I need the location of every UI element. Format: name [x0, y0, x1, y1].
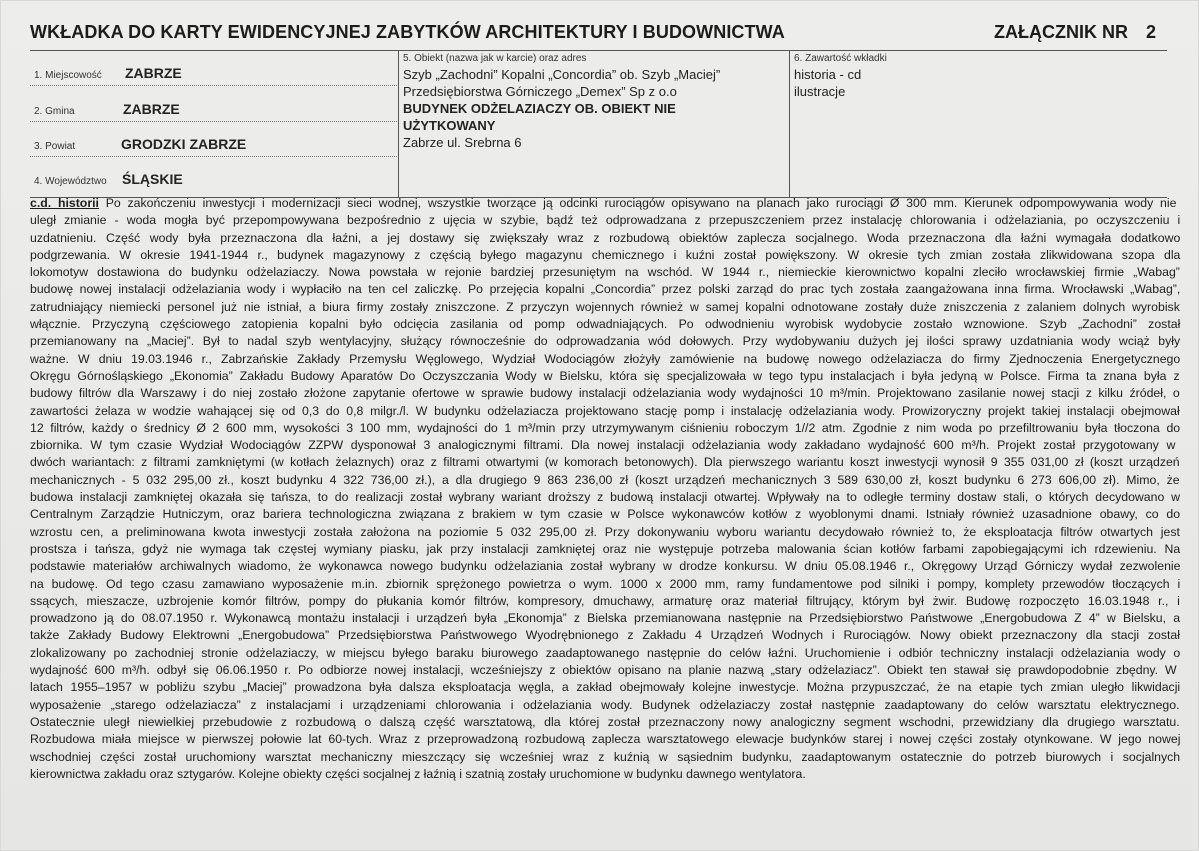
history-line [30, 420, 1180, 437]
annex-number: 2 [1145, 22, 1156, 42]
history-line-text: zbiornika. W tym czasie Wydział Wodociągów ZZPW dysponował 3 analogicznymi filtrami. Dla nowej instalacji odżelaziania wody zakładano wydajność 600 m³/h. Projekt został przygotowany w [30, 438, 1176, 453]
history-line-text: budowy filtrów dla Warszawy i do niej zostało złożone zapytanie ofertowe w sprawie budowy instalacji odżelaziania wody wydajności 10 m³/min. Projektowano zasilanie nowej stacji z kilku źródeł, o [30, 386, 1180, 401]
location-fields [30, 51, 397, 197]
history-line-text: dwóch wariantach: z filtrami zamkniętymi (w kotłach żelaznych) oraz z filtrami otwartymi (w komorach betonowych). Dla pierwszego wariantu koszt inwestycji wynosił 9 355 031,00 zł (koszt urządzeń [30, 455, 1180, 470]
history-line [30, 714, 1180, 731]
history-line [30, 576, 1180, 593]
history-line [30, 506, 1180, 523]
object-field [398, 51, 790, 197]
history-line-text: zlokalizowany po zachodniej stronie odżelaziaczy, w miejscu byłego baraku biurowego zaadaptowanego następnie do celów łaźni. Uruchomienie i odbiór techniczny instalacji odżelaziania wody o [30, 645, 1181, 660]
history-line [30, 333, 1180, 350]
contents-list [794, 66, 861, 100]
history-line [30, 195, 1180, 212]
history-line-text: włącznie. Przyczyną częściowego zatopienia kopalni było odcięcia zasilania od pomp odwadniających. Po odwodnieniu wyrobisk wydobycie zostało wznowione. Szyb „Zachodni” został [30, 317, 1181, 332]
metadata-grid [30, 50, 1167, 198]
history-line [30, 679, 1180, 696]
commune-label: 2. Gmina [34, 106, 75, 117]
history-line [30, 281, 1180, 298]
history-line [30, 454, 1180, 471]
document-title: WKŁADKA DO KARTY EWIDENCYJNEJ ZABYTKÓW ARCHITEKTURY I BUDOWNICTWA [30, 22, 785, 42]
object-line: UŻYTKOWANY [403, 118, 496, 133]
history-line-text: latach 1955–1957 w pobliżu szybu „Maciej” prowadzona była dalsza eksploatacja węgla, a zakład obejmowały kolejne inwestycje. Można przypuszczać, że na etapie tych zmian uległo likwidacji [30, 680, 1181, 695]
commune-value: ZABRZE [123, 101, 180, 117]
history-line [30, 351, 1180, 368]
history-line [30, 472, 1180, 489]
history-line-text: kierownictwa zakładu oraz sztygarów. Kolejne obiekty części socjalnej z łaźnią i szatnią zostały uruchomione w budynku dawnego wentylatora. [30, 766, 806, 781]
history-line-text: także Zakłady Budowy Elektrowni „Energobudowa” Przedsiębiorstwa Państwowego Wyodrębnionego z Zakładu 4 Urządzeń Wodnych i Rurociągów. Nowy obiekt przeznaczony dla stacji został [30, 628, 1181, 643]
history-line-text: wzrostu cen, a preliminowana kwota inwestycji została założona na poziomie 5 032 295,00 zł. Przy dokonywaniu wyboru wariantu decydowało również to, że eksploatacja filtrów otwartych jest [30, 524, 1180, 539]
history-line [30, 697, 1180, 714]
contents-item: ilustracje [794, 84, 846, 99]
history-line-text: Okręgu Górnośląskiego „Ekonomia” Zakładu Budowy Aparatów Do Oczyszczania Wody w Bielsku, która się specjalizowała w tego typu instalacjach i była jedyną w Polsce. Firma ta znana była z [30, 368, 1180, 383]
history-line [30, 264, 1180, 281]
history-line-text: Po zakończeniu inwestycji i modernizacji sieci wodnej, wszystkie tworzące ją odcinki rurociągów opisywano na planach jako rurociągi Ø 300 mm. Kierunek odpompowywania wody nie [98, 196, 1177, 210]
district-row [30, 122, 397, 157]
history-line-text: Rozbudowa miała miejsce w pierwszej połowie lat 60-tych. Wraz z przeprowadzoną rozbudową zaplecza warsztatowego elewacje budynków starej i nowej części zostały otynkowane. W jego nowej [30, 732, 1181, 747]
history-line [30, 610, 1180, 627]
locality-label: 1. Miejscowość [34, 70, 102, 81]
history-line-text: 12 filtrów, każdy o średnicy Ø 2 600 mm, wysokości 3 100 mm, wydajności do 1 m³/min przy utrzymywanym ciśnieniu roboczym 1//2 atm. Zgodnie z nim woda po przefiltrowaniu była tłoczona do [30, 420, 1181, 435]
object-line: Szyb „Zachodni” Kopalni „Concordia” ob. Szyb „Maciej” [403, 67, 721, 82]
history-line [30, 247, 1180, 264]
locality-row [30, 51, 397, 86]
history-line-text: podstawie materiałów archiwalnych wiadomo, że wykonawca nowego budynku odżelaziania został wybrany w drodze konkursu. W dniu 05.08.1946 r., Okręgowy Urząd Górniczy wydał zezwolenie [30, 559, 1181, 574]
district-label: 3. Powiat [34, 141, 76, 152]
contents-label: 6. Zawartość wkładki [794, 53, 887, 64]
object-label: 5. Obiekt (nazwa jak w karcie) oraz adres [403, 53, 587, 64]
history-line-text: ssących, mieszacze, uzbrojenie komór filtrów, pompy do płukania komór filtrów, kompresory, dmuchawy, armaturę oraz materiał filtrujący, którym był żwir. Budowę rozpoczęto 16.03.1948 r., i [30, 593, 1180, 608]
history-lead: c.d. historii [30, 196, 99, 210]
history-line-text: ważne. W dniu 19.03.1946 r., Zabrzańskie Zakłady Przemysłu Węglowego, Wydział Wodociągów złożyły zamówienie na budowę nowego odżelaziacza do firmy Zjednoczenia Energetycznego [30, 351, 1181, 366]
history-line [30, 645, 1180, 662]
history-line-text: lokomotyw dostawiona do budynku odżelaziaczy. Nowa powstała w rejonie bardziej przesuniętym na wschód. W 1944 r., niemieckie kierownictwo kopalni zleciło wrocławskiej firmie „Wabag” [30, 265, 1180, 280]
history-line-text: uległ zmianie - woda mogła być przepompowywana bezpośrednio z ujęcia w szybie, bądź też odprowadzana z przepuszczeniem przez instalację chlorowania i odżelaziania, po oczyszczeniu i [30, 213, 1181, 228]
voivodeship-value: ŚLĄSKIE [122, 171, 183, 187]
history-line-text: uzdatnieniu. Część wody była przeznaczona dla łaźni, a jej dostawy się zwiększały wraz z rozbudową obiektów zaplecza socjalnego. Woda przeznaczona dla łaźni wymagała dodatkowo [30, 230, 1181, 245]
history-line [30, 593, 1180, 610]
history-line [30, 437, 1180, 454]
history-line [30, 403, 1180, 420]
history-line [30, 662, 1180, 679]
history-line-text: zawartości żelaza w wodzie wahającej się od 0,3 do 0,8 milgr./l. W budynku odżelaziacza projektowano stację pomp i instalację odżelaziania wody. Prowizoryczny projekt takiej instalacji obejmował [30, 403, 1180, 418]
history-line [30, 558, 1180, 575]
history-line-text: wschodniej części został uruchomiony warsztat mechaniczny mieszczący się wcześniej wraz z kuźnią w sąsiednim budynku, zaadaptowanym ostatecznie do potrzeb biurowych i socjalnych [30, 749, 1181, 764]
history-line-text: wydajność 600 m³/h. odbył się 06.06.1950 r. Po odbiorze nowej instalacji, wcześniejszy z obiektów opisano na planie nazwą „stary odżelaziacz”. Obiekt ten stawał się prawdopodobnie zbędny. W [30, 663, 1177, 678]
voivodeship-label: 4. Województwo [34, 176, 107, 187]
contents-field [790, 51, 1167, 197]
history-line-text: budowa instalacji zamkniętej okazała się tańsza, to do realizacji został wybrany wariant droższy z budową instalacji otwartej. Wpływały na to odległe terminy dostaw stali, o których decydowano w [30, 490, 1181, 505]
history-line [30, 731, 1180, 748]
history-line [30, 368, 1180, 385]
history-line-text: zatrudniający niemiecki personel już nie istniał, a biura firmy zostały zniszczone. Z przyczyn wojennych również w samej kopalni odnotowane zostały duże zniszczenia z zalaniem dolnych wyrobisk [30, 299, 1180, 314]
history-text [30, 195, 1180, 783]
history-line [30, 766, 1180, 783]
history-line [30, 524, 1180, 541]
history-line-text: Centralnym Zarządzie Hutniczym, oraz bariera technologiczna związana z brakiem w tym czasie w Polsce wykonawców kotłów z wyoblonymi dnami. Istniały również uzasadnione obawy, co do [30, 507, 1181, 522]
voivodeship-row [30, 157, 397, 191]
history-line [30, 212, 1180, 229]
history-line [30, 627, 1180, 644]
history-line-text: budowę nowej instalacji odżelaziania wody i wypłaciło na ten cel zaliczkę. Po przejęcia kopalni „Concordia” przez polski zarząd do prac tych została zaangażowana inna firma. Wrocławski „Wabag”, [30, 282, 1181, 297]
history-line [30, 749, 1180, 766]
history-line-text: podgrzewania. W okresie 1941-1944 r., budynek magazynowy z częścią byłego magazynu chemicznego i kuźni został powiększony. W okresie tych zmian została zlikwidowana szopa dla [30, 247, 1181, 262]
history-line-text: prostsza i tańsza, gdyż nie wymaga tak częstej wymiany piasku, jak przy instalacji zamkniętej oraz nie występuje potrzeba malowania ścian kotłów farbami zapobiegającymi ich rdzewieniu. Na [30, 541, 1181, 556]
contents-item: historia - cd [794, 67, 862, 82]
object-line: BUDYNEK ODŻELAZIACZY OB. OBIEKT NIE [403, 101, 676, 116]
object-address: Zabrze ul. Srebrna 6 [403, 135, 522, 150]
history-line [30, 316, 1180, 333]
history-line-text: Ostatecznie uległ niewielkiej przebudowie z rozbudową o dalszą część warsztatową, dla której został przeznaczony nowy analogiczny segment wschodni, przewidziany dla drugiego warsztatu. [30, 714, 1180, 729]
history-line [30, 299, 1180, 316]
history-line [30, 541, 1180, 558]
history-line-text: prowadzono ją do 08.07.1950 r. Wykonawcą montażu instalacji i urządzeń była „Ekonomja” z Bielska przemianowana następnie na Przedsiębiorstwo Państwowe „Energobudowa Z 4” w Bielsku, a [30, 611, 1181, 626]
document-header [30, 22, 1180, 48]
district-value: GRODZKI ZABRZE [121, 136, 247, 152]
history-line-text: przemianowany na „Maciej”. Był to nadal szyb wentylacyjny, służący równocześnie do odprowadzania wód dołowych. Przy wydobywaniu dużych jej ilości sprawy uzdatniania wody wciąż były [30, 334, 1181, 349]
history-line [30, 489, 1180, 506]
annex-label: ZAŁĄCZNIK NR [994, 22, 1128, 42]
history-line-text: mechanicznych - 5 032 295,00 zł., koszt budynku 4 322 736,00 zł.), a dla drugiego 9 863 236,00 zł (koszt urządzeń mechanicznych 3 589 630,00 zł, koszt budynku 6 273 606,00 zł). Mimo, że [30, 472, 1180, 487]
commune-row [30, 87, 397, 122]
object-description [403, 66, 785, 151]
history-line [30, 230, 1180, 247]
history-line-text: wyposażenie „starego odżelaziacza” z instalacjami i urządzeniami chlorowania i odżelaziania wody. Budynek odżelaziaczy został następnie zaadaptowany do celów warsztatu elektrycznego. [30, 697, 1180, 712]
history-line-text: na budowę. Od tego czasu zamawiano wyposażenie m.in. zbiornik sprężonego powietrza o wym. 1000 x 2000 mm, ramy fundamentowe pod silniki i pompy, komplety przewodów tłoczących i [30, 576, 1181, 591]
object-line: Przedsiębiorstwa Górniczego „Demex” Sp z o.o [403, 84, 677, 99]
locality-value: ZABRZE [125, 65, 182, 81]
history-line [30, 385, 1180, 402]
